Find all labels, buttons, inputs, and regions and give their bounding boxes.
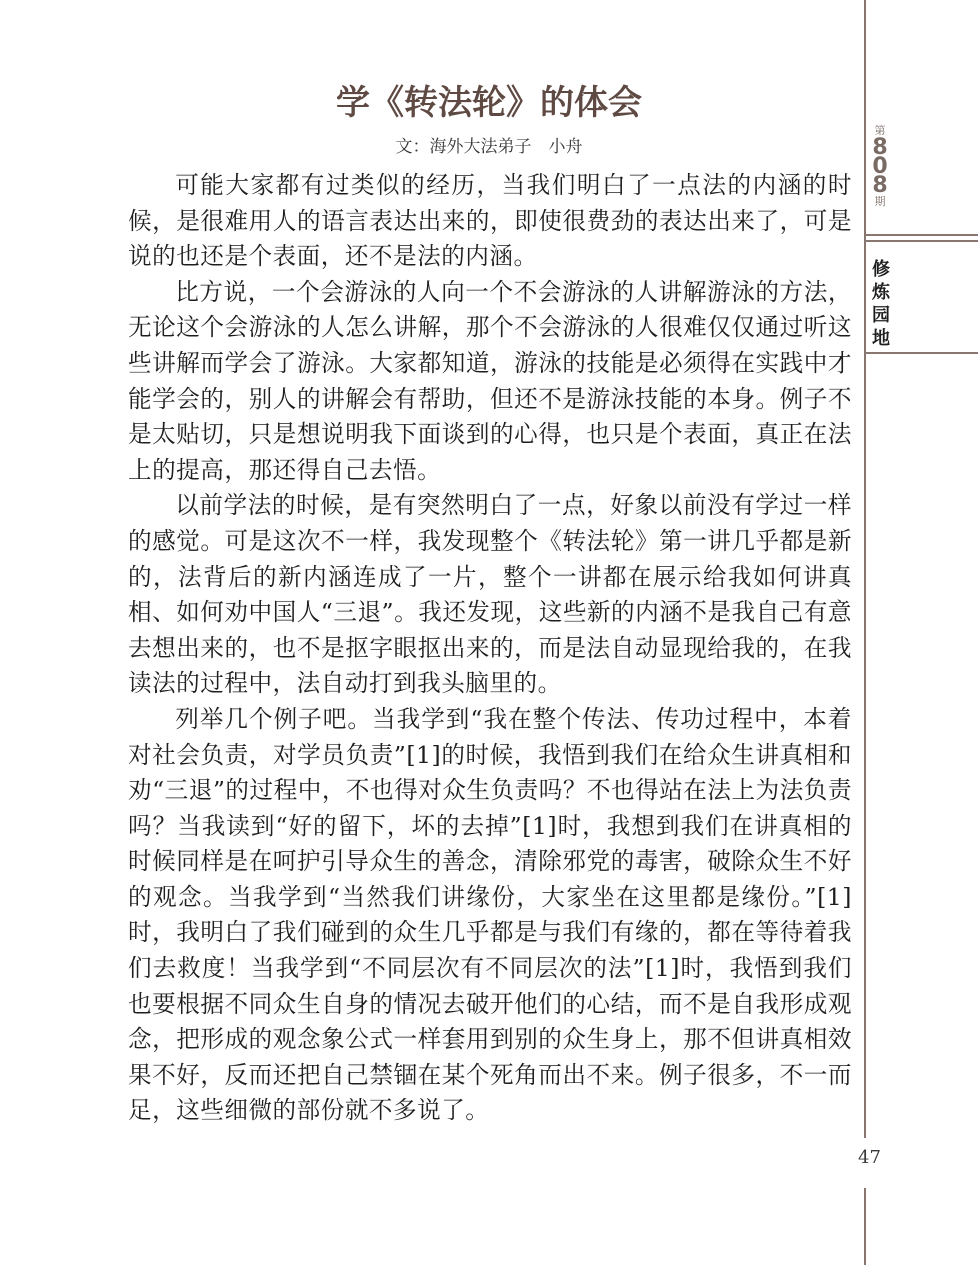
issue-suffix: 期 bbox=[874, 195, 886, 208]
article-byline: 文：海外大法弟子 小舟 bbox=[395, 137, 583, 157]
article-body bbox=[128, 168, 852, 1129]
issue-digit: 0 bbox=[872, 154, 888, 179]
article-title: 学《转法轮》的体会 bbox=[336, 83, 642, 123]
issue-prefix: 第 bbox=[874, 124, 886, 137]
page-number: 47 bbox=[858, 1147, 881, 1168]
issue-label bbox=[868, 124, 892, 209]
section-char: 炼 bbox=[872, 282, 890, 303]
paragraph: 列举几个例子吧。当我学到“我在整个传法、传功过程中，本着对社会负责，对学员负责”[1]的时候，我悟到我们在给众生讲真相和劝“三退”的过程中，不也得对众生负责吗？不也得站在法上为法负责吗？当我读到“好的留下，坏的去掉”[1]时，我想到我们在讲真相的时候同样是在呵护引导众生的善念，清除邪党的毒害，破除众生不好的观念。当我学到“当然我们讲缘份，大家坐在这里都是缘份。”[1]时，我明白了我们碰到的众生几乎都是与我们有缘的，都在等待着我们去救度！当我学到“不同层次有不同层次的法”[1]时，我悟到我们也要根据不同众生自身的情况去破开他们的心结，而不是自我形成观念，把形成的观念象公式一样套用到别的众生身上，那不但讲真相效果不好，反而还把自己禁锢在某个死角而出不来。例子很多，不一而足，这些细微的部份就不多说了。 bbox=[128, 704, 852, 1125]
issue-divider-bottom bbox=[866, 240, 978, 242]
section-char: 修 bbox=[872, 259, 890, 280]
issue-digit: 8 bbox=[872, 135, 888, 160]
margin-rule-vertical-lower bbox=[864, 1188, 866, 1265]
section-divider bbox=[866, 352, 978, 354]
margin-rule-vertical bbox=[864, 0, 866, 1138]
paragraph: 可能大家都有过类似的经历，当我们明白了一点法的内涵的时候，是很难用人的语言表达出来的，即使很费劲的表达出来了，可是说的也还是个表面，还不是法的内涵。 bbox=[128, 171, 852, 271]
section-label bbox=[868, 258, 894, 350]
paragraph: 以前学法的时候，是有突然明白了一点，好象以前没有学过一样的感觉。可是这次不一样，我发现整个《转法轮》第一讲几乎都是新的，法背后的新内涵连成了一片，整个一讲都在展示给我如何讲真相、如何劝中国人“三退”。我还发现，这些新的内涵不是我自己有意去想出来的，也不是抠字眼抠出来的，而是法自动显现给我的，在我读法的过程中，法自动打到我头脑里的。 bbox=[128, 491, 852, 698]
issue-digit: 8 bbox=[872, 173, 888, 198]
section-char: 地 bbox=[872, 328, 890, 349]
paragraph: 比方说，一个会游泳的人向一个不会游泳的人讲解游泳的方法，无论这个会游泳的人怎么讲解，那个不会游泳的人很难仅仅通过听这些讲解而学会了游泳。大家都知道，游泳的技能是必须得在实践中才能学会的，别人的讲解会有帮助，但还不是游泳技能的本身。例子不是太贴切，只是想说明我下面谈到的心得，也只是个表面，真正在法上的提高，那还得自己去悟。 bbox=[128, 277, 852, 484]
issue-divider-top bbox=[866, 234, 978, 236]
section-char: 园 bbox=[872, 305, 890, 326]
